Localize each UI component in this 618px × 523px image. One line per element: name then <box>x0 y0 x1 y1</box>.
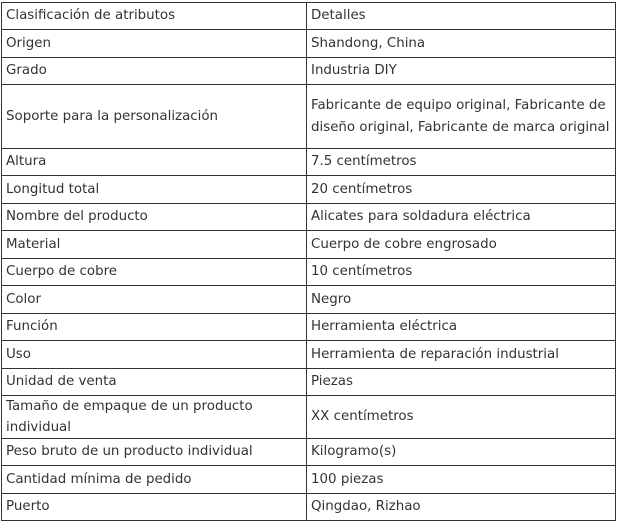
attribute-cell: Nombre del producto <box>2 204 307 231</box>
value-cell: Industria DIY <box>307 58 616 85</box>
attribute-cell: Longitud total <box>2 176 307 204</box>
attribute-cell: Material <box>2 231 307 259</box>
table-row <box>2 439 616 466</box>
value-cell: Qingdao, Rizhao <box>307 494 616 521</box>
value-cell: Shandong, China <box>307 30 616 58</box>
attribute-cell: Función <box>2 314 307 341</box>
header-attribute-cell: Clasificación de atributos <box>2 3 307 30</box>
table-row <box>2 85 616 149</box>
attribute-cell: Peso bruto de un producto individual <box>2 439 307 466</box>
value-cell: 10 centímetros <box>307 259 616 286</box>
header-details-cell: Detalles <box>307 3 616 30</box>
table-row <box>2 176 616 204</box>
table-row <box>2 58 616 85</box>
value-cell: 20 centímetros <box>307 176 616 204</box>
attribute-cell: Cantidad mínima de pedido <box>2 466 307 494</box>
table-header-row <box>2 3 616 30</box>
table-row <box>2 259 616 286</box>
value-cell: Kilogramo(s) <box>307 439 616 466</box>
value-cell: 7.5 centímetros <box>307 149 616 176</box>
value-cell: Herramienta eléctrica <box>307 314 616 341</box>
table-row <box>2 494 616 521</box>
table-row <box>2 341 616 369</box>
attribute-cell: Unidad de venta <box>2 369 307 396</box>
attributes-table <box>1 2 616 521</box>
value-cell: Piezas <box>307 369 616 396</box>
table-row <box>2 314 616 341</box>
value-cell: Herramienta de reparación industrial <box>307 341 616 369</box>
value-cell: XX centímetros <box>307 396 616 439</box>
attribute-cell: Puerto <box>2 494 307 521</box>
table-row <box>2 396 616 439</box>
attribute-cell: Grado <box>2 58 307 85</box>
table-row <box>2 30 616 58</box>
table-row <box>2 149 616 176</box>
table-row <box>2 466 616 494</box>
value-cell: Negro <box>307 286 616 314</box>
attribute-cell: Color <box>2 286 307 314</box>
value-cell: Fabricante de equipo original, Fabricante de diseño original, Fabricante de marca original <box>307 85 616 149</box>
attribute-cell: Uso <box>2 341 307 369</box>
value-cell: Cuerpo de cobre engrosado <box>307 231 616 259</box>
value-cell: Alicates para soldadura eléctrica <box>307 204 616 231</box>
attribute-cell: Cuerpo de cobre <box>2 259 307 286</box>
table-row <box>2 369 616 396</box>
attribute-cell: Soporte para la personalización <box>2 85 307 149</box>
attribute-cell: Origen <box>2 30 307 58</box>
value-cell: 100 piezas <box>307 466 616 494</box>
attribute-cell: Altura <box>2 149 307 176</box>
table-row <box>2 204 616 231</box>
table-row <box>2 286 616 314</box>
attribute-cell: Tamaño de empaque de un producto individual <box>2 396 307 439</box>
table-row <box>2 231 616 259</box>
